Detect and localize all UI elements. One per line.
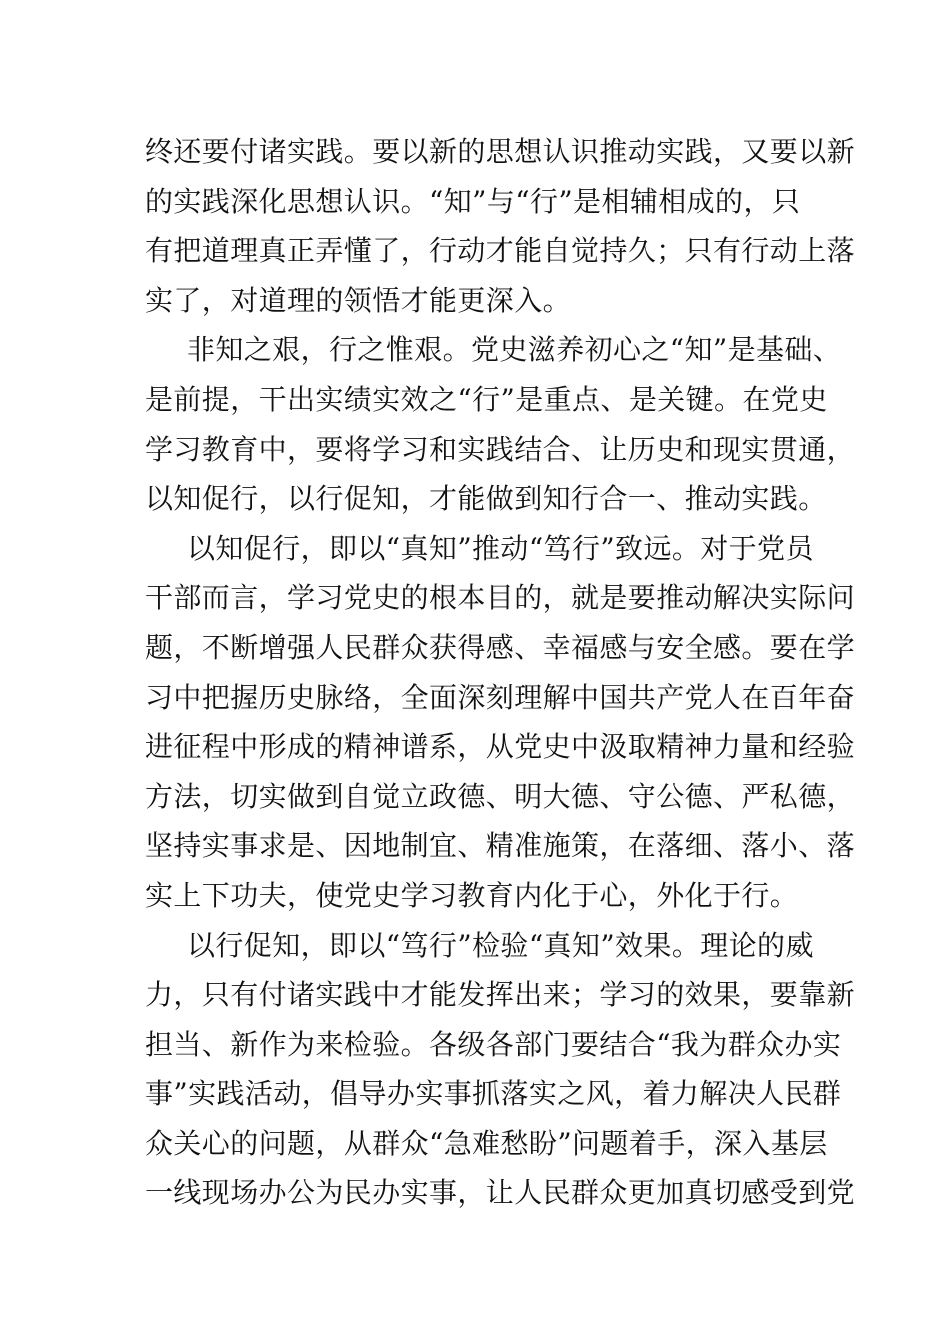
- paragraph-start-line: 以知促行，即以“真知”推动“笃行”致远。对于党员: [187, 531, 814, 565]
- text-line: 以知促行，以行促知，才能做到知行合一、推动实践。: [145, 482, 827, 516]
- text-line: 习中把握历史脉络，全面深刻理解中国共产党人在百年奋: [145, 680, 856, 714]
- text-line: 方法，切实做到自觉立政德、明大德、守公德、严私德，: [145, 779, 856, 813]
- text-line: 众关心的问题，从群众“急难愁盼”问题着手，深入基层: [145, 1126, 828, 1160]
- text-line: 题，不断增强人民群众获得感、幸福感与安全感。要在学: [145, 630, 856, 664]
- text-line: 是前提，干出实绩实效之“行”是重点、是关键。在党史: [145, 382, 828, 416]
- text-line: 有把道理真正弄懂了，行动才能自觉持久；只有行动上落: [145, 234, 856, 268]
- text-line: 担当、新作为来检验。各级各部门要结合“我为群众办实: [145, 1027, 842, 1061]
- body-text: [145, 127, 856, 1218]
- text-line: 的实践深化思想认识。“知”与“行”是相辅相成的，只: [145, 184, 801, 218]
- text-line: 力，只有付诸实践中才能发挥出来；学习的效果，要靠新: [145, 978, 856, 1012]
- text-line: 一线现场办公为民办实事，让人民群众更加真切感受到党: [145, 1176, 856, 1210]
- text-line: 事”实践活动，倡导办实事抓落实之风，着力解决人民群: [145, 1077, 842, 1111]
- text-line: 学习教育中，要将学习和实践结合、让历史和现实贯通，: [145, 432, 856, 466]
- paragraph-start-line: 以行促知，即以“笃行”检验“真知”效果。理论的威: [187, 928, 814, 962]
- text-line: 坚持实事求是、因地制宜、精准施策，在落细、落小、落: [145, 829, 856, 863]
- text-line: 干部而言，学习党史的根本目的，就是要推动解决实际问: [145, 581, 856, 615]
- text-line: 实了，对道理的领悟才能更深入。: [145, 283, 572, 317]
- paragraph-start-line: 非知之艰，行之惟艰。党史滋养初心之“知”是基础、: [187, 333, 842, 367]
- text-line: 进征程中形成的精神谱系，从党史中汲取精神力量和经验: [145, 730, 856, 764]
- text-line: 终还要付诸实践。要以新的思想认识推动实践，又要以新: [145, 135, 856, 168]
- text-line: 实上下功夫，使党史学习教育内化于心，外化于行。: [145, 878, 799, 912]
